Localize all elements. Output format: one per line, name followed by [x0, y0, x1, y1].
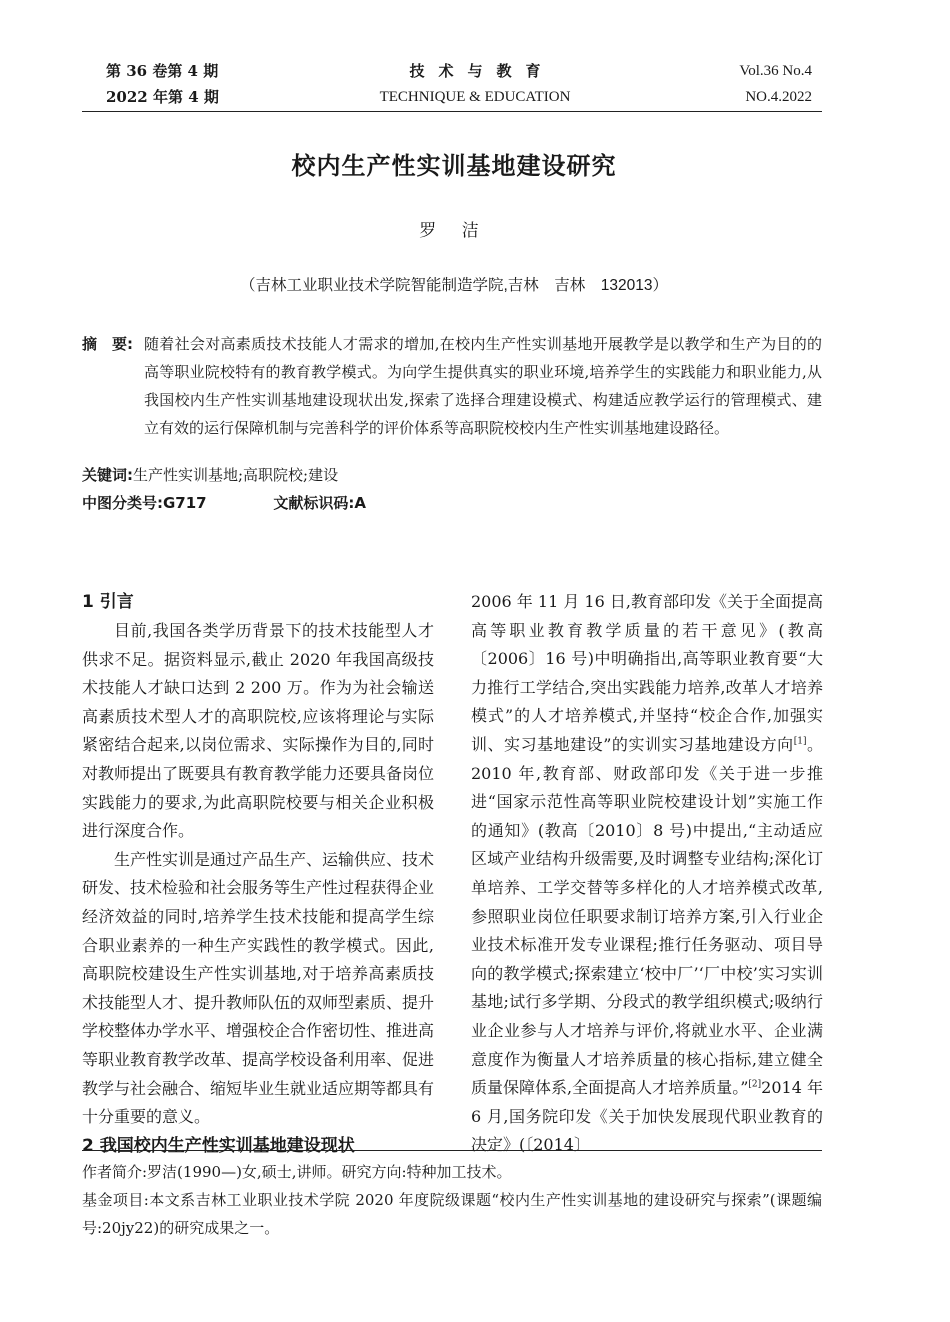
citation-ref[interactable]: [2] [748, 1079, 762, 1090]
footnote-divider [82, 1150, 822, 1151]
citation-ref[interactable]: [1] [793, 736, 807, 747]
abstract-text: 随着社会对高素质技术技能人才需求的增加,在校内生产性实训基地开展教学是以教学和生产为目的的高等职业院校特有的教育教学模式。为向学生提供真实的职业环境,培养学生的实践能力和职业能力,从我国校内生产性实训基地建设现状出发,探索了选择合理建设模式、构建适应教学运行的管理模式、建立有效的运行保障机制与完善科学的评价体系等高职院校校内生产性实训基地建设路径。 [144, 335, 822, 437]
body-text: 2006 年 11 月 16 日,教育部印发《关于全面提高高等职业教育教学质量的若干意见》(教高〔2006〕16 号)中明确指出,高等职业教育要“大力推行工学结合,突出实践能力培养,改革人才培养模式”的人才培养模式,并坚持“校企合作,加强实训、实习基地建设”的实训实习基地建设方向 [471, 592, 823, 754]
journal-name-en: TECHNIQUE & EDUCATION [379, 89, 571, 105]
volume-issue-cn: 第 36 卷第 4 期 [106, 62, 219, 80]
body-text: 2014 年 6 月,国务院印发《关于加快发展现代职业教育的决定》(〔2014〕 [471, 1078, 823, 1155]
abstract-label: 摘 要: [82, 335, 133, 353]
clc-value: G717 [163, 494, 207, 512]
footnotes [82, 1158, 822, 1242]
body-column-left [82, 588, 434, 1161]
abstract [82, 330, 822, 442]
keywords-label: 关键词: [82, 466, 133, 484]
section-heading-intro: 1 引言 [82, 592, 134, 612]
journal-issue-en [739, 58, 812, 110]
body-paragraph: 生产性实训是通过产品生产、运输供应、技术研发、技术检验和社会服务等生产性过程获得企业经济效益的同时,培养学生技术技能和提高学生综合职业素养的一种生产实践性的教学模式。因此,高职院校建设生产性实训基地,对于培养高素质技术技能型人才、提升教师队伍的双师型素质、提升学校整体办学水平、增强校企合作密切性、推进高等职业教育教学改革、提高学校设备利用率、促进教学与社会融合、缩短毕业生就业适应期等都具有十分重要的意义。 [82, 849, 435, 1127]
header-divider [82, 111, 822, 112]
body-text: 。2010 年,教育部、财政部印发《关于进一步推进“国家示范性高等职业院校建设计划”实施工作的通知》(教高〔2010〕8 号)中提出,“主动适应区域产业结构升级需要,及时调整专业结构;深化订单培养、工学交替等多样化的人才培养模式改革,参照职业岗位任职要求制订培养方案,引入行业企业技术标准开发专业课程;推行任务驱动、项目导向的教学模式;探索建立‘校中厂’‘厂中校’实习实训基地;试行多学期、分段式的教学组织模式;吸纳行业企业参与人才培养与评价,将就业水平、企业满意度作为衡量人才培养质量的核心指标,建立健全质量保障体系,全面提高人才培养质量。” [471, 734, 823, 1098]
body-paragraph: 目前,我国各类学历背景下的技术技能型人才供求不足。据资料显示,截止 2020 年我国高级技术技能人才缺口达到 2 200 万。作为为社会输送高素质技术型人才的高职院校,应该将理论与实际紧密结合起来,以岗位需求、实际操作为目的,同时对教师提出了既要具有教育教学能力还要具备岗位实践能力的要求,为此高职院校要与相关企业积极进行深度合作。 [82, 621, 435, 841]
volume-issue-en: Vol.36 No.4 [739, 63, 812, 79]
journal-name [300, 58, 650, 110]
keywords-text: 生产性实训基地;高职院校;建设 [133, 466, 339, 484]
clc-label: 中图分类号: [82, 494, 163, 512]
author-name: 罗 洁 [419, 221, 489, 241]
fund-project: 基金项目:本文系吉林工业职业技术学院 2020 年度院级课题“校内生产性实训基地的建设研究与探索”(课题编号:20jy22)的研究成果之一。 [82, 1191, 822, 1237]
year-issue-cn: 2022 年第 4 期 [106, 88, 219, 106]
body-column-right [471, 588, 823, 1160]
author-intro: 作者简介:罗洁(1990—)女,硕士,讲师。研究方向:特种加工技术。 [82, 1163, 512, 1181]
paper-title: 校内生产性实训基地建设研究 [291, 152, 617, 180]
year-issue-en: NO.4.2022 [745, 89, 812, 105]
author-affiliation: （吉林工业职业技术学院智能制造学院,吉林 吉林 132013） [239, 277, 669, 294]
journal-issue-cn [106, 58, 219, 110]
body-paragraph [471, 588, 823, 1160]
doc-code-label: 文献标识码: [273, 494, 355, 512]
section-heading-status: 2 我国校内生产性实训基地建设现状 [82, 1135, 355, 1156]
classification-codes [82, 489, 822, 517]
doc-code-value: A [354, 494, 367, 512]
journal-name-cn: 技术与教育 [409, 62, 555, 80]
keywords [82, 461, 822, 489]
